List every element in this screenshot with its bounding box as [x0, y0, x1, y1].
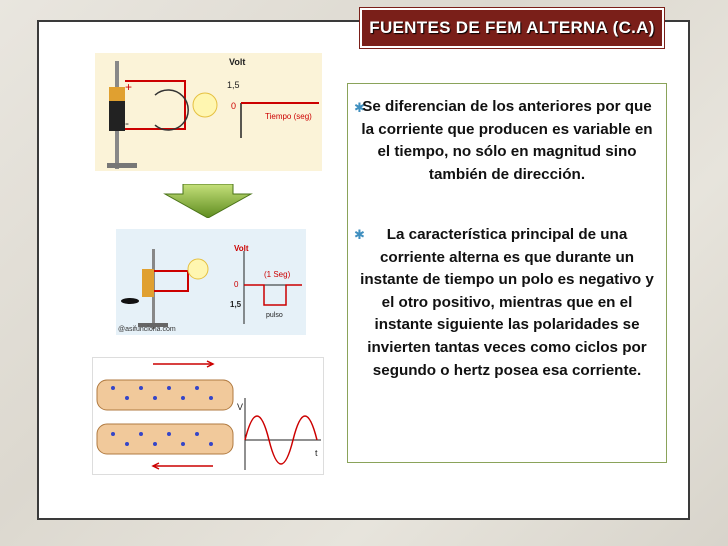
page-title: FUENTES DE FEM ALTERNA (C.A) — [369, 18, 655, 37]
fig2-seg-label: (1 Seg) — [264, 270, 291, 279]
bullet-2: La característica principal de una corriente alterna es que durante un instante de tiempo un polo es negativo y el otro positivo, mientras que en el instante siguiente las polaridades se invierten tantas veces como ciclos por segundo o hertz posea esa corriente. — [360, 226, 654, 379]
fig2-pulse-label: pulso — [266, 312, 283, 319]
fig1-volt-label: Volt — [229, 57, 246, 67]
dc-battery-figure — [95, 53, 322, 171]
fig2-v-value: 1,5 — [230, 300, 242, 309]
bullet-1: Se diferencian de los anteriores por que la corriente que producen es variable en el tiempo, no sólo en magnitud sino también de dirección. — [361, 98, 653, 183]
svg-text:+: + — [125, 80, 133, 94]
fig3-v-axis: V — [237, 402, 244, 412]
fig3-t-axis: t — [315, 448, 318, 458]
fig1-time-label: Tiempo (seg) — [265, 112, 312, 121]
fig2-credit: @asifunciona.com — [118, 326, 176, 333]
bullet-icon: ✱ — [354, 227, 365, 242]
fig2-volt-label: Volt — [234, 244, 249, 253]
pulse-figure — [116, 229, 306, 335]
fig1-v-value: 1,5 — [227, 80, 240, 90]
fig1-zero: 0 — [231, 101, 237, 111]
title-banner — [360, 8, 664, 48]
bullet-icon: ✱ — [354, 100, 365, 115]
text-panel — [347, 83, 667, 463]
svg-text:-: - — [125, 116, 129, 130]
fig2-zero: 0 — [234, 280, 239, 289]
down-arrow-icon — [163, 184, 253, 218]
ac-electrons-figure — [92, 357, 324, 475]
